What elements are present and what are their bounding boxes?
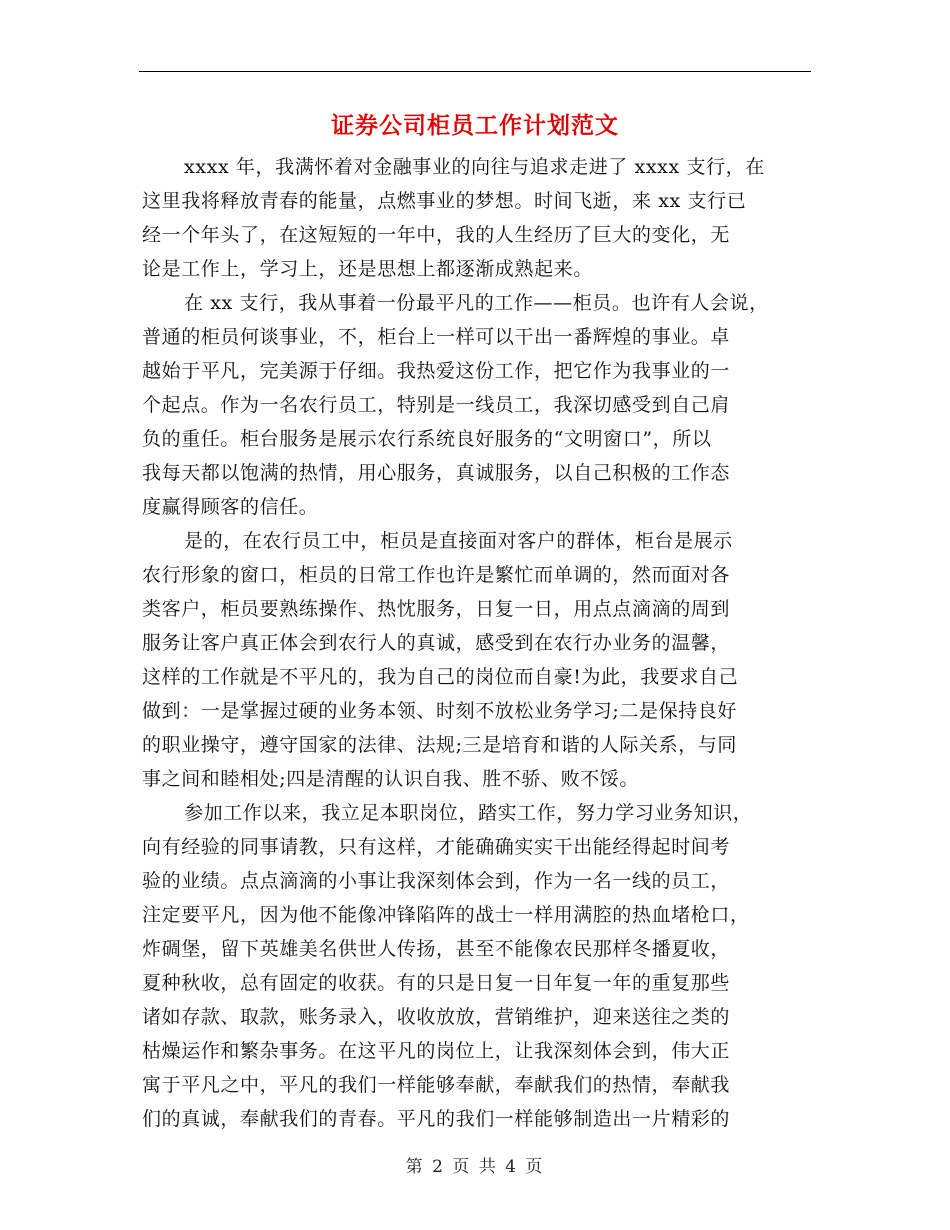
- paragraph-line: 类客户，柜员要熟练操作、热忱服务，日复一日，用点点滴滴的周到: [142, 598, 731, 620]
- paragraph-line: 注定要平凡，因为他不能像冲锋陷阵的战士一样用满腔的热血堵枪口，: [142, 904, 750, 926]
- paragraph-2: [142, 286, 812, 524]
- paragraph-line: 在 xx 支行，我从事着一份最平凡的工作——柜员。也许有人会说，: [184, 292, 769, 314]
- paragraph-line: 的职业操守，遵守国家的法律、法规;三是培育和谐的人际关系，与同: [142, 734, 738, 756]
- paragraph-line: 这里我将释放青春的能量，点燃事业的梦想。时间飞逝，来 xx 支行已: [142, 190, 747, 212]
- paragraph-line: 越始于平凡，完美源于仔细。我热爱这份工作，把它作为我事业的一: [142, 360, 731, 382]
- paragraph-line: 度赢得顾客的信任。: [142, 496, 319, 518]
- header-rule: [139, 71, 811, 72]
- paragraph-line: 做到：一是掌握过硬的业务本领、时刻不放松业务学习;二是保持良好: [142, 700, 738, 722]
- paragraph-line: 炸碉堡，留下英雄美名供世人传扬，甚至不能像农民那样冬播夏收，: [142, 938, 731, 960]
- paragraph-3: [142, 524, 812, 796]
- paragraph-line: 经一个年头了，在这短短的一年中，我的人生经历了巨大的变化，无: [142, 224, 731, 246]
- page-number: 第 2 页 共 4 页: [405, 1157, 545, 1177]
- paragraph-line: 寓于平凡之中，平凡的我们一样能够奉献，奉献我们的热情，奉献我: [142, 1074, 731, 1096]
- paragraph-line: 参加工作以来，我立足本职岗位，踏实工作，努力学习业务知识，: [184, 802, 753, 824]
- paragraph-line: 夏种秋收，总有固定的收获。有的只是日复一日年复一年的重复那些: [142, 972, 731, 994]
- paragraph-line: 负的重任。柜台服务是展示农行系统良好服务的“文明窗口”，所以: [142, 428, 712, 450]
- paragraph-line: 们的真诚，奉献我们的青春。平凡的我们一样能够制造出一片精彩的: [142, 1108, 731, 1130]
- paragraph-line: xxxx 年，我满怀着对金融事业的向往与追求走进了 xxxx 支行，在: [184, 156, 765, 178]
- paragraph-line: 论是工作上，学习上，还是思想上都逐渐成熟起来。: [142, 258, 593, 280]
- paragraph-line: 枯燥运作和繁杂事务。在这平凡的岗位上，让我深刻体会到，伟大正: [142, 1040, 731, 1062]
- paragraph-4: [142, 796, 812, 1136]
- document-title: 证券公司柜员工作计划范文: [331, 112, 619, 139]
- paragraph-line: 服务让客户真正体会到农行人的真诚，感受到在农行办业务的温馨，: [142, 632, 731, 654]
- paragraph-line: 向有经验的同事请教，只有这样，才能确确实实干出能经得起时间考: [142, 836, 731, 858]
- paragraph-1: [142, 150, 812, 286]
- paragraph-line: 这样的工作就是不平凡的，我为自己的岗位而自豪!为此，我要求自己: [142, 666, 739, 688]
- paragraph-line: 验的业绩。点点滴滴的小事让我深刻体会到，作为一名一线的员工，: [142, 870, 731, 892]
- document-body: [142, 150, 812, 1136]
- paragraph-line: 我每天都以饱满的热情，用心服务，真诚服务，以自己积极的工作态: [142, 462, 731, 484]
- paragraph-line: 普通的柜员何谈事业，不，柜台上一样可以干出一番辉煌的事业。卓: [142, 326, 731, 348]
- paragraph-line: 个起点。作为一名农行员工，特别是一线员工，我深切感受到自己肩: [142, 394, 731, 416]
- paragraph-line: 诸如存款、取款，账务录入，收收放放，营销维护，迎来送往之类的: [142, 1006, 731, 1028]
- paragraph-line: 事之间和睦相处;四是清醒的认识自我、胜不骄、败不馁。: [142, 768, 640, 790]
- paragraph-line: 是的，在农行员工中，柜员是直接面对客户的群体，柜台是展示: [184, 530, 733, 552]
- paragraph-line: 农行形象的窗口，柜员的日常工作也许是繁忙而单调的，然而面对各: [142, 564, 731, 586]
